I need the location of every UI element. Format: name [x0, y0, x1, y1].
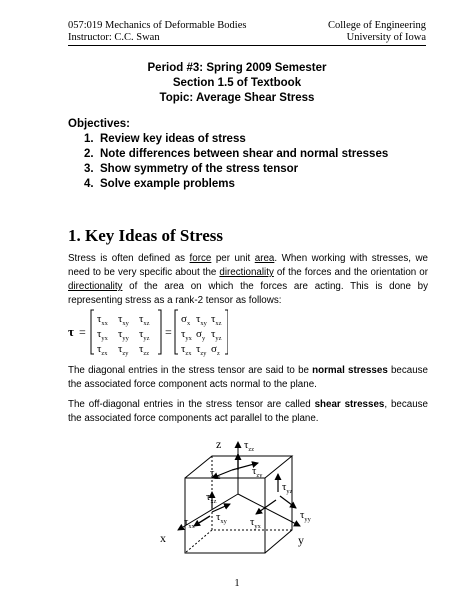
objective-num: 4.: [84, 178, 94, 190]
stress-label-zz: $\tau_{zz}$: [244, 439, 255, 453]
term-shear-stresses: shear stresses: [314, 399, 385, 410]
bracket-left: [91, 310, 94, 354]
tensor-matrix-sigma: [181, 313, 222, 357]
header-course: 057:019 Mechanics of Deformable Bodies: [68, 20, 247, 31]
stress-label-zy: $\tau_{zy}$: [252, 465, 263, 479]
tensor-symbol: τ: [68, 324, 74, 339]
tensor-entry-tau-zy: $\tau_{zy}$: [196, 343, 207, 357]
tensor-entry-tau-zz: $\tau_{zz}$: [139, 343, 150, 357]
text-run: because the associated force component acts normal to the plane.: [68, 365, 429, 390]
stress-label-xy: $\tau_{xy}$: [216, 511, 227, 525]
tensor-entry-tau-zx: $\tau_{zx}$: [97, 343, 108, 357]
header-university: University of Iowa: [346, 32, 426, 43]
section-heading: 1. Key Ideas of Stress: [68, 226, 224, 245]
paragraph-stress-definition: [68, 252, 428, 308]
tensor-entry-tau-yx: $\tau_{yx}$: [181, 328, 192, 342]
tensor-entry-tau-yx: $\tau_{yx}$: [97, 328, 108, 342]
header-instructor: Instructor: C.C. Swan: [68, 32, 160, 43]
objective-text: Show symmetry of the stress tensor: [100, 163, 299, 175]
objective-text: Solve example problems: [100, 178, 235, 190]
tensor-matrix-tau: [97, 313, 150, 357]
title-topic: Topic: Average Shear Stress: [159, 92, 315, 104]
stress-arrow-yy: [280, 496, 296, 508]
equals-sign: =: [165, 325, 172, 339]
bracket-left: [175, 310, 178, 354]
tensor-entry-tau-xx: $\tau_{xx}$: [97, 313, 108, 327]
bracket-right: [158, 310, 161, 354]
stress-tensor-equation: [68, 306, 228, 358]
title-period: Period #3: Spring 2009 Semester: [147, 62, 327, 74]
tensor-entry-sigma-x: $\sigma_x$: [181, 313, 191, 327]
objective-num: 2.: [84, 148, 94, 160]
paragraph-shear-stresses: [68, 398, 428, 426]
stress-label-yz: $\tau_{yz}$: [282, 481, 293, 495]
stress-label-xz: $\tau_{xz}$: [206, 491, 217, 505]
tensor-entry-tau-zy: $\tau_{zy}$: [118, 343, 129, 357]
stress-label-yy: $\tau_{yy}$: [300, 509, 311, 523]
objective-item: [84, 148, 388, 160]
tensor-entry-tau-xz: $\tau_{xz}$: [139, 313, 150, 327]
term-directionality: directionality: [68, 281, 123, 292]
tensor-entry-tau-yz: $\tau_{yz}$: [139, 328, 150, 342]
equals-sign: =: [79, 325, 86, 339]
tensor-entry-tau-xy: $\tau_{xy}$: [196, 313, 207, 327]
stress-label-xx: $\tau_{xx}$: [184, 516, 195, 530]
tensor-entry-tau-xz: $\tau_{xz}$: [211, 313, 222, 327]
text-run: The diagonal entries in the stress tensor are said to be: [68, 365, 313, 376]
axis-label-x: x: [160, 531, 166, 545]
stress-arrow-xx: [194, 516, 210, 526]
text-run: of the area on which the forces are acting. This is done by representing stress as a rank-2 tensor as follows:: [68, 281, 428, 306]
objective-num: 1.: [84, 133, 94, 145]
text-run: per unit: [211, 253, 255, 264]
paragraph-normal-stresses: [68, 364, 428, 392]
stress-cube-diagram: [150, 430, 330, 570]
objective-item: [84, 133, 246, 145]
tensor-entry-tau-yz: $\tau_{yz}$: [211, 328, 222, 342]
text-run: of the forces and the orientation or: [273, 267, 428, 278]
term-area: area: [254, 253, 275, 264]
text-run: . When working with stresses, we need to be very specific about the: [68, 253, 429, 278]
stress-label-yx: $\tau_{yx}$: [250, 516, 261, 530]
term-force: force: [189, 253, 212, 264]
objective-item: [84, 178, 235, 190]
text-run: , because the associated force components act parallel to the plane.: [68, 399, 428, 424]
bracket-right: [225, 310, 228, 354]
term-normal-stresses: normal stresses: [312, 365, 388, 376]
text-run: The off-diagonal entries in the stress tensor are called: [68, 399, 315, 410]
axis-label-z: z: [216, 437, 222, 451]
axis-label-y: y: [298, 533, 304, 547]
tensor-entry-sigma-y: $\sigma_y$: [196, 328, 206, 342]
tensor-entry-tau-zx: $\tau_{zx}$: [181, 343, 192, 357]
tensor-entry-sigma-z: $\sigma_z$: [211, 343, 220, 357]
page-number: 1: [234, 578, 240, 589]
header-rule: [68, 45, 426, 46]
tensor-entry-tau-yy: $\tau_{yy}$: [118, 328, 129, 342]
term-directionality: directionality: [219, 267, 274, 278]
objective-num: 3.: [84, 163, 94, 175]
tensor-entry-tau-xy: $\tau_{xy}$: [118, 313, 129, 327]
title-section: Section 1.5 of Textbook: [172, 77, 302, 89]
y-axis: [238, 494, 300, 526]
objective-item: [84, 163, 298, 175]
objectives-heading: Objectives:: [68, 118, 130, 130]
objective-text: Review key ideas of stress: [100, 133, 246, 145]
stress-label-zx: $\tau_{zx}$: [210, 467, 221, 481]
text-run: Stress is often defined as: [68, 253, 190, 264]
header-college: College of Engineering: [328, 20, 426, 31]
objective-text: Note differences between shear and normal stresses: [100, 148, 389, 160]
